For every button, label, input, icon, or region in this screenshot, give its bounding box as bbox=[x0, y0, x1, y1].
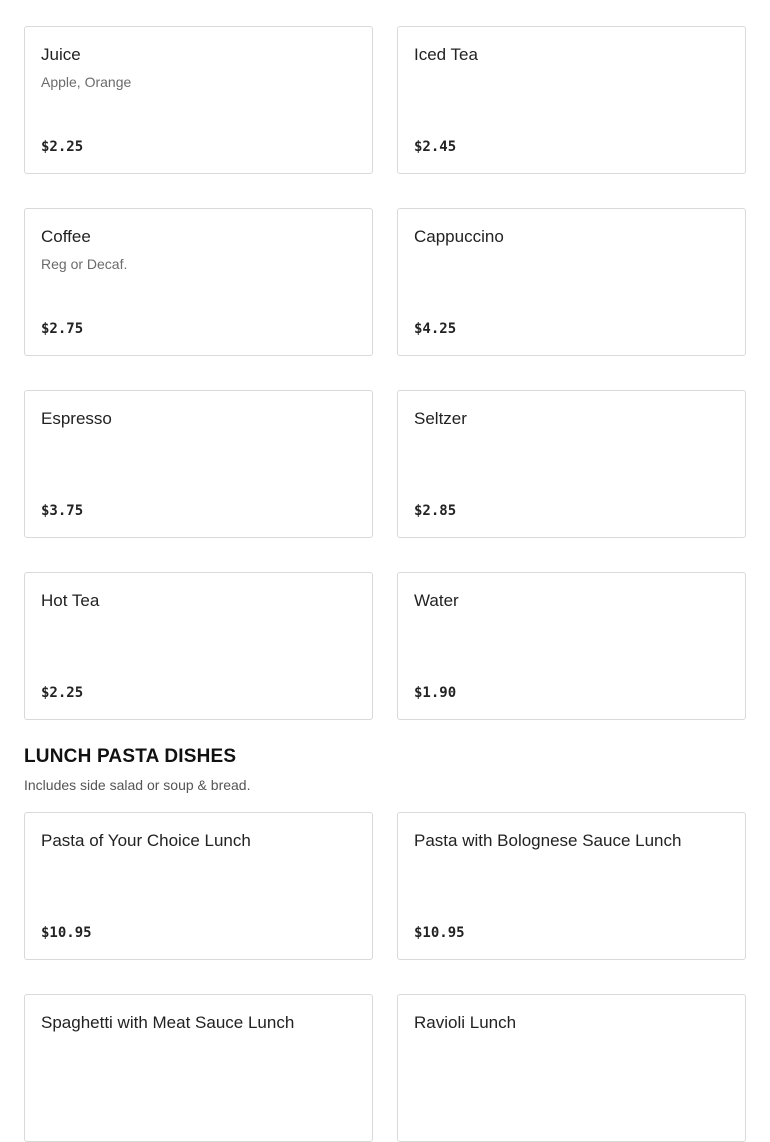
lunch-pasta-grid bbox=[24, 812, 746, 1142]
menu-item-card[interactable] bbox=[24, 26, 373, 174]
menu-item-card[interactable] bbox=[24, 208, 373, 356]
menu-item-card[interactable] bbox=[397, 994, 746, 1142]
item-price: $4.25 bbox=[414, 321, 457, 337]
item-name: Espresso bbox=[41, 409, 112, 428]
item-name: Pasta with Bolognese Sauce Lunch bbox=[414, 831, 682, 850]
item-price: $2.85 bbox=[414, 503, 457, 519]
item-price: $10.95 bbox=[41, 925, 92, 941]
item-description: Apple, Orange bbox=[41, 74, 132, 90]
menu-item-card[interactable] bbox=[24, 390, 373, 538]
item-name: Cappuccino bbox=[414, 227, 504, 246]
item-price: $10.95 bbox=[414, 925, 465, 941]
item-price: $1.90 bbox=[414, 685, 457, 701]
item-name: Juice bbox=[41, 45, 81, 64]
item-name: Coffee bbox=[41, 227, 91, 246]
item-name: Water bbox=[414, 591, 459, 610]
item-name: Spaghetti with Meat Sauce Lunch bbox=[41, 1013, 295, 1032]
item-name: Ravioli Lunch bbox=[414, 1013, 517, 1032]
drinks-grid bbox=[24, 26, 746, 720]
section-description: Includes side salad or soup & bread. bbox=[24, 777, 251, 793]
item-name: Seltzer bbox=[414, 409, 467, 428]
item-price: $2.25 bbox=[41, 685, 84, 701]
item-price: $2.25 bbox=[41, 139, 84, 155]
item-price: $3.75 bbox=[41, 503, 84, 519]
item-price: $2.75 bbox=[41, 321, 84, 337]
item-description: Reg or Decaf. bbox=[41, 256, 128, 272]
menu-item-card[interactable] bbox=[397, 208, 746, 356]
menu-item-card[interactable] bbox=[397, 572, 746, 720]
menu-item-card[interactable] bbox=[24, 572, 373, 720]
item-name: Hot Tea bbox=[41, 591, 100, 610]
menu-item-card[interactable] bbox=[397, 390, 746, 538]
item-name: Iced Tea bbox=[414, 45, 478, 64]
item-name: Pasta of Your Choice Lunch bbox=[41, 831, 251, 850]
menu-item-card[interactable] bbox=[397, 812, 746, 960]
section-title: LUNCH PASTA DISHES bbox=[24, 746, 237, 767]
item-price: $2.45 bbox=[414, 139, 457, 155]
menu-item-card[interactable] bbox=[24, 994, 373, 1142]
menu-item-card[interactable] bbox=[397, 26, 746, 174]
menu-item-card[interactable] bbox=[24, 812, 373, 960]
